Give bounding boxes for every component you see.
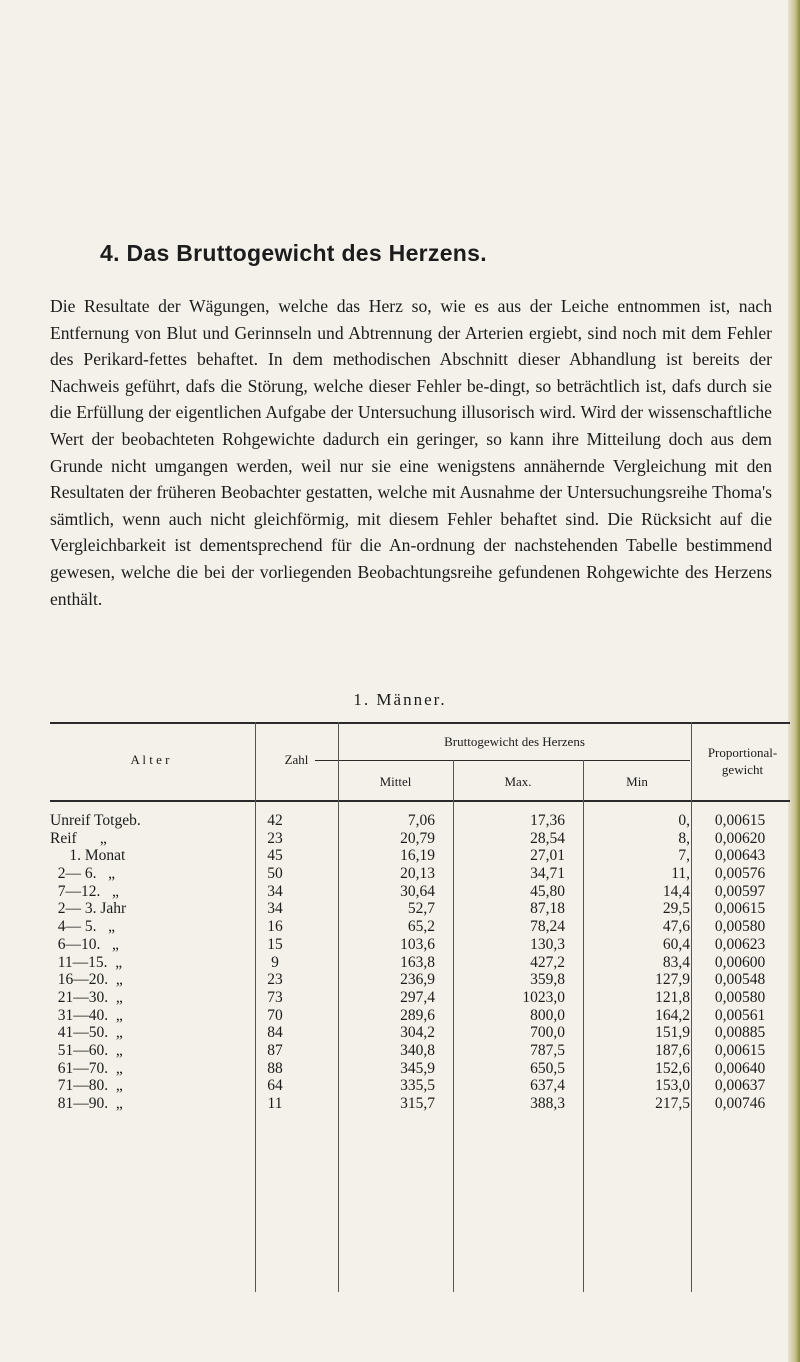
- row-count: 15: [267, 935, 283, 953]
- row-age: 21—30. „: [50, 988, 123, 1006]
- row-count: 23: [267, 829, 283, 847]
- table-row: [50, 989, 790, 1007]
- table-row: [50, 1095, 790, 1113]
- row-proportional: 0,00548: [714, 971, 766, 989]
- table-row: [50, 971, 790, 989]
- subheader-rule: [315, 760, 690, 761]
- row-min: 0,: [678, 812, 690, 829]
- row-min: 217,5: [655, 1095, 690, 1112]
- row-age: 7—12. „: [50, 882, 119, 900]
- row-mean: 340,8: [400, 1041, 435, 1059]
- row-mean: 16,19: [400, 847, 435, 865]
- row-count: 42: [267, 812, 283, 829]
- row-proportional: 0,00620: [714, 829, 766, 847]
- row-count: 84: [267, 1024, 283, 1042]
- row-min: 11,: [671, 865, 690, 883]
- row-count: 70: [267, 1006, 283, 1024]
- row-min: 151,9: [655, 1024, 690, 1042]
- table-row: [50, 1077, 790, 1095]
- row-min: 60,4: [662, 935, 690, 953]
- table-row: [50, 883, 790, 901]
- row-max: 359,8: [530, 971, 565, 989]
- row-max: 28,54: [530, 829, 565, 847]
- row-proportional: 0,00576: [714, 865, 766, 883]
- row-max: 650,5: [530, 1059, 565, 1077]
- row-min: 121,8: [655, 988, 690, 1006]
- row-max: 637,4: [530, 1077, 565, 1095]
- table-row: [50, 1060, 790, 1078]
- row-count: 23: [267, 971, 283, 989]
- row-max: 1023,0: [522, 988, 565, 1006]
- row-mean: 236,9: [400, 971, 435, 989]
- table-row: [50, 1042, 790, 1060]
- row-max: 78,24: [530, 918, 565, 936]
- row-age: 61—70. „: [50, 1059, 123, 1077]
- row-age: 71—80. „: [50, 1077, 123, 1095]
- row-proportional: 0,00640: [714, 1059, 766, 1077]
- row-age: 6—10. „: [50, 935, 119, 953]
- table-row: [50, 1007, 790, 1025]
- row-proportional: 0,00615: [714, 900, 766, 918]
- row-count: 34: [267, 882, 283, 900]
- row-mean: 20,79: [400, 829, 435, 847]
- row-proportional: 0,00597: [714, 882, 766, 900]
- table-row: [50, 865, 790, 883]
- row-age: 81—90. „: [50, 1095, 123, 1112]
- row-mean: 65,2: [407, 918, 435, 936]
- row-max: 17,36: [530, 812, 565, 829]
- row-min: 29,5: [662, 900, 690, 918]
- table-row: [50, 900, 790, 918]
- row-age: 4— 5. „: [50, 918, 116, 936]
- row-proportional: 0,00580: [714, 918, 766, 936]
- row-age: 16—20. „: [50, 971, 123, 989]
- row-max: 427,2: [530, 953, 565, 971]
- table-top-rule: [50, 722, 790, 724]
- row-proportional: 0,00615: [714, 812, 766, 829]
- header-bruttogewicht: Bruttogewicht des Herzens: [444, 734, 585, 749]
- row-count: 50: [267, 865, 283, 883]
- row-min: 152,6: [655, 1059, 690, 1077]
- row-min: 83,4: [662, 953, 690, 971]
- row-mean: 52,7: [407, 900, 435, 918]
- row-mean: 20,13: [400, 865, 435, 883]
- row-max: 388,3: [530, 1095, 565, 1112]
- row-proportional: 0,00746: [714, 1095, 766, 1112]
- row-max: 787,5: [530, 1041, 565, 1059]
- row-max: 800,0: [530, 1006, 565, 1024]
- row-age: 11—15. „: [50, 953, 123, 971]
- row-min: 153,0: [655, 1077, 690, 1095]
- row-min: 47,6: [662, 918, 690, 936]
- row-age: 2— 3. Jahr: [50, 900, 127, 918]
- row-mean: 297,4: [400, 988, 435, 1006]
- row-mean: 163,8: [400, 953, 435, 971]
- row-age: 2— 6. „: [50, 865, 116, 883]
- header-zahl: Zahl: [284, 752, 309, 767]
- row-max: 34,71: [530, 865, 565, 883]
- row-count: 64: [267, 1077, 283, 1095]
- table-row: [50, 954, 790, 972]
- header-mittel: Mittel: [379, 774, 412, 789]
- table-row: [50, 1024, 790, 1042]
- row-min: 187,6: [655, 1041, 690, 1059]
- row-min: 164,2: [655, 1006, 690, 1024]
- row-max: 45,80: [530, 882, 565, 900]
- row-age: 1. Monat: [50, 847, 126, 865]
- table-row: [50, 812, 790, 830]
- row-proportional: 0,00615: [714, 1041, 766, 1059]
- row-proportional: 0,00643: [714, 847, 766, 865]
- section-heading: 4. Das Bruttogewicht des Herzens.: [100, 240, 487, 266]
- row-proportional: 0,00580: [714, 988, 766, 1006]
- row-count: 11: [267, 1095, 283, 1112]
- body-paragraph: Die Resultate der Wägungen, welche das Herz so, wie es aus der Leiche entnommen ist, nach Entfernung von Blut und Gerinnseln und Abtrennung der Arterien ergiebt, sind noch mit dem Fehler des Perikard-fettes behaftet. In dem methodischen Abschnitt dieser Abhandlung ist bereits der Nachweis geführt, dafs die Störung, welche dieser Fehler be-dingt, so beträchtlich ist, dafs durch sie die Erfüllung der eigentlichen Aufgabe der Untersuchung illusorisch wird. Wird der wissenschaftliche Wert der beobachteten Rohgewichte dadurch ein geringer, so kann ihre Mitteilung doch aus dem Grunde nicht umgangen werden, weil nur sie eine wenigstens annähernde Vergleichung mit den Resultaten der früheren Beobachter gestatten, welche mit Ausnahme der Untersuchungsreihe Thoma's sämtlich, wenn auch nicht gleichförmig, mit diesem Fehler behaftet sind. Die Rücksicht auf die Vergleichbarkeit ist dementsprechend für die An-ordnung der nachstehenden Tabelle bestimmend gewesen, welche die bei der vorliegenden Beobachtungsreihe gefundenen Rohgewichte des Herzens enthält.: [50, 296, 772, 609]
- row-mean: 289,6: [400, 1006, 435, 1024]
- row-age: Unreif Totgeb.: [50, 812, 141, 829]
- row-mean: 30,64: [400, 882, 435, 900]
- row-age: 41—50. „: [50, 1024, 123, 1042]
- header-alter: A l t e r: [130, 752, 170, 767]
- row-proportional: 0,00637: [714, 1077, 766, 1095]
- row-age: 51—60. „: [50, 1041, 123, 1059]
- row-count: 9: [271, 953, 279, 971]
- row-mean: 315,7: [400, 1095, 435, 1112]
- row-max: 87,18: [530, 900, 565, 918]
- row-count: 16: [267, 918, 283, 936]
- row-proportional: 0,00885: [714, 1024, 766, 1042]
- row-count: 87: [267, 1041, 283, 1059]
- row-min: 14,4: [662, 882, 690, 900]
- table-row: [50, 936, 790, 954]
- row-mean: 335,5: [400, 1077, 435, 1095]
- row-count: 34: [267, 900, 283, 918]
- row-max: 130,3: [530, 935, 565, 953]
- row-min: 8,: [678, 829, 690, 847]
- header-min: Min: [626, 774, 648, 789]
- row-mean: 103,6: [400, 935, 435, 953]
- row-age: Reif „: [50, 829, 107, 847]
- table-title: 1. Männer.: [353, 690, 447, 709]
- row-count: 88: [267, 1059, 283, 1077]
- row-max: 700,0: [530, 1024, 565, 1042]
- row-count: 45: [267, 847, 283, 865]
- row-count: 73: [267, 988, 283, 1006]
- weights-table: [50, 722, 790, 1322]
- row-min: 7,: [678, 847, 690, 865]
- row-mean: 304,2: [400, 1024, 435, 1042]
- header-bottom-rule: [50, 800, 790, 802]
- table-body: [50, 812, 790, 1113]
- table-row: [50, 847, 790, 865]
- row-age: 31—40. „: [50, 1006, 123, 1024]
- row-proportional: 0,00623: [714, 935, 766, 953]
- table-row: [50, 830, 790, 848]
- row-proportional: 0,00600: [714, 953, 766, 971]
- table-row: [50, 918, 790, 936]
- row-mean: 7,06: [407, 812, 435, 829]
- header-proportionalgewicht: Proportional-gewicht: [707, 745, 778, 777]
- header-max: Max.: [504, 774, 532, 789]
- row-mean: 345,9: [400, 1059, 435, 1077]
- row-min: 127,9: [655, 971, 690, 989]
- row-proportional: 0,00561: [714, 1006, 766, 1024]
- row-max: 27,01: [530, 847, 565, 865]
